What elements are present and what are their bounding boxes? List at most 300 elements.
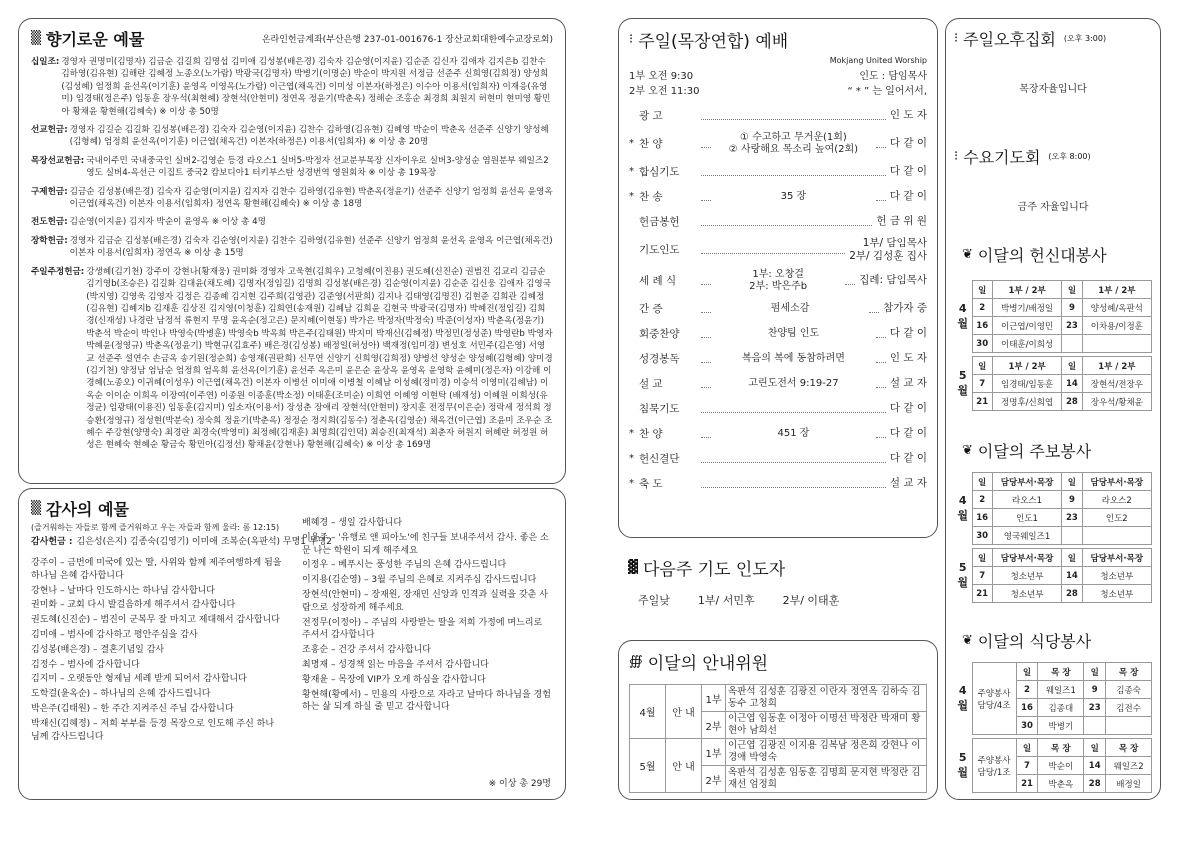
team-cell [972,739,1016,793]
order-item-name: 설 교 [639,378,663,390]
order-item-person: 인 도 자 [889,109,927,121]
heading-grid-icon: ▓ [628,560,637,575]
usher-part: 2부 [702,712,726,739]
table-cell: 박춘옥 [1038,775,1084,793]
offering-names: 김순영(이지윤) 김지자 박순이 윤영옥 ※ 이상 총 4명 [69,217,266,228]
offering-names: 경영자 권명미(김명자) 김금순 김길희 김명섭 김미애 김성봉(배은경) 김숙자 김순영(이지윤) 김순준 김신자 김애자 김지은b 김찬수 김하영(김유현) 김해란 김혜정 노종오(노가람) 박광국(김명자) 박병기(이명순) 박순이 박지원 서정금 선준주 신희영(김희정) 양성희(김성혜) 엄정희 윤선옥(이기훈) 윤영옥 이영옥(노가람) 이근엽(채옥건) 이미성 이본자(하정은) 이수아 이용서(임희자) 이재응(유영미) 임경태(정은주) 임동훈 장우석(최현혜) 장현석(안현미) 정연옥 정윤기(박춘옥) 정해순 조홍순 최경희 최원지 허현미 현미영 황민아 황채윤 황현해(김혜숙) ※ 이상 총 50명 [61,57,551,117]
table-cell: 16 [1016,699,1038,717]
table-row [954,509,1152,527]
order-item-name: 침묵기도 [639,403,680,415]
table-cell: 이태훈/이희성 [992,335,1061,353]
table-header-cell: 일 [1062,473,1082,491]
team-name: 주양봉사 [977,755,1011,766]
table-cell: 라오스2 [1082,491,1151,509]
table-header-cell: 일 [1062,549,1082,567]
standing-marker: * [629,453,634,464]
worship-leader: 인도 : 담임목사 [859,71,927,82]
thanks-entry: 권도혜(신진순) – 범진이 군복무 잘 마치고 제대해서 감사합니다 [31,615,280,626]
table-header-cell: 1부 / 2부 [992,281,1061,299]
table-cell: 9 [1062,299,1082,317]
table-cell: 김종대 [1038,699,1084,717]
order-item-content: 451 장 [777,427,810,439]
usher-part: 2부 [702,766,726,793]
thanks-entry: 장현석(안현미) – 장재원, 장재민 신앙과 인격과 실력을 갖춘 사람으로 성장하게 해주세요 [302,589,548,613]
worship-order-row [629,396,927,421]
table-cell: 9 [1062,491,1082,509]
dotted-leader [701,218,872,226]
table-row [954,317,1152,335]
offering-list [31,56,553,452]
month-cell: 4 월 [957,494,969,522]
table-row [954,567,1152,585]
order-item-person: 다 같 이 [889,427,927,439]
second-service-time: 2부 오전 11:30 [629,86,700,97]
prayer-leader-section [618,545,938,623]
offering-label: 전도헌금: [31,217,68,228]
prayer-label: 주일낮 [638,594,670,607]
table-row [954,375,1152,393]
table-cell: 김전수 [1106,699,1152,717]
table-cell: 30 [972,527,992,545]
thanks-entry: 최명재 – 성경책 읽는 마음을 주셔서 감사합니다 [302,659,489,670]
table-cell: 청소년부 [992,567,1061,585]
table-cell: 박순이 [1038,757,1084,775]
heading-dot-icon: ⁝ [954,31,958,46]
offering-label: 선교헌금: [31,125,68,136]
usher-table [629,684,927,793]
thanks-label: 감사헌금 : [31,537,73,547]
wednesday-time: (오후 8:00) [1048,152,1091,161]
order-item-name: 찬 양 [639,138,663,150]
thanks-right-column [292,517,553,745]
table-cell: 16 [972,509,992,527]
table-header-cell: 담당부서·목장 [1082,549,1151,567]
table-header-cell: 1부 / 2부 [1082,281,1151,299]
table-row [954,491,1152,509]
order-item-person: 설 교 자 [889,377,927,389]
thanks-subtitle: (즐거워하는 자들로 함께 즐거워하고 우는 자들과 함께 울라: 롬 12:15) [31,523,280,532]
order-item-name: 성경봉독 [639,353,680,365]
table-cell: 23 [1062,509,1082,527]
table-header-row [954,549,1152,567]
worship-english: Mokjang United Worship [829,56,927,65]
standing-note: “ * ” 는 일어서서, [847,86,927,97]
table-row [954,393,1152,411]
offering-item [31,235,553,260]
offering-item [31,56,553,118]
team-sub: 담당/4조 [977,700,1011,711]
wednesday-heading: ⁝ 수요기도회 (오후 8:00) [954,148,1091,167]
month-cell: 4 월 [957,302,969,330]
offering-label: 장학헌금: [31,235,68,246]
table-cell: 청소년부 [1082,585,1151,603]
order-item-name: 찬 송 [639,191,663,203]
dotted-leader [876,430,886,438]
dotted-leader [876,380,886,388]
table-cell: 2 [972,299,992,317]
offering-names: 국내이주민 국내중국인 실버2-김영순 등경 라오스1 실버5-박정자 선교분부목장 신자이우로 실버3-양성순 염원분부 웨일즈2 영도 실버4-옥선근 이집트 중국2 캄보디아1 터키부스탄 성경번역 영원회차 ※ 이상 총 19목장 [86,155,549,179]
table-header-cell: 목 장 [1038,739,1084,757]
order-item-name: 회중찬양 [639,328,680,340]
table-row [954,299,1152,317]
thanks-total: ※ 이상 총 29명 [488,779,551,789]
offering-names: 경영자 김금순 김성봉(배은경) 김숙자 김순영(이지윤) 김찬수 김하영(김유현) 선준주 신양기 엄정희 윤선옥 윤영옥 이근엽(채옥건) 이본자 이용서(임희자) 정연옥 ※ 이상 총 15명 [69,235,553,259]
table-cell: 28 [1062,585,1082,603]
worship-order-row [629,321,927,346]
bulletin-heading: ❦ 이달의 주보봉사 [962,442,1092,461]
table-cell: 28 [1084,775,1106,793]
table-cell: 정명후/신희엽 [992,393,1061,411]
order-item-person: 설 교 자 [889,477,927,489]
order-item-name: 찬 양 [639,428,663,440]
usher-names: 옥판석 김성훈 임동훈 김명희 문지현 박정란 김재선 엄정희 [726,766,927,793]
order-item-person: 헌 금 위 원 [876,215,927,227]
table-cell [1062,527,1082,545]
worship-order-row [629,103,927,128]
standing-marker: * [629,138,634,149]
team-name: 주양봉사 [977,688,1011,699]
offering-heading: ▒ 향기로운 예물 [31,30,145,49]
order-item-content: 펌세소감 [770,302,810,314]
table-header-cell: 목 장 [1106,739,1152,757]
table-header-cell: 담당부서·목장 [992,549,1061,567]
offering-item [31,155,553,180]
dotted-leader [701,430,711,438]
worship-order-row [629,421,927,446]
prayer-leader-2: 2부/ 이태훈 [782,594,840,607]
order-item-content: 고린도전서 9:19-27 [748,377,839,389]
thanks-entry: 황재윤 – 목장에 VIP가 오게 하심을 감사합니다 [302,674,486,685]
table-cell: 이근엽/이영민 [992,317,1061,335]
table-cell: 16 [972,317,992,335]
thanks-entry: 이정우 – 베푸시는 풍성한 주님의 은혜 감사드립니다 [302,560,507,571]
table-cell: 웨일즈2 [1106,757,1152,775]
bank-account: 온라인헌금계좌(부산은행 237-01-001676-1 장산교회대한예수교장로회) [261,35,553,45]
offering-item [31,186,553,211]
table-header-cell: 목 장 [1106,663,1152,681]
heading-dot-icon: ⁝ [954,149,958,164]
order-item-name: 간 증 [639,303,663,315]
table-cell: 7 [972,567,992,585]
thanks-heading: ▒ 감사의 예물 [31,500,129,519]
dotted-leader [701,380,711,388]
table-header-cell: 일 [972,281,992,299]
table-cell [1062,335,1082,353]
dotted-leader [701,112,886,120]
kitchen-table [954,662,1152,793]
thanks-entry: 조홍순 – 건강 주셔서 감사합니다 [302,645,431,656]
table-cell: 배정일 [1106,775,1152,793]
usher-part: 1부 [702,739,726,766]
dotted-leader [701,330,711,338]
table-header-cell: 일 [1016,663,1038,681]
thanks-entry: 김지미 – 오랫동안 형제님 세례 받게 되어서 감사합니다 [31,674,247,685]
thanks-left-column [31,557,292,745]
dotted-leader [701,168,886,176]
usher-names: 옥판석 김성훈 김광진 이란자 정연옥 김하숙 김동수 고청희 [726,685,927,712]
afternoon-heading: ⁝ 주일오후집회 (오후 3:00) [954,30,1107,49]
table-header-cell: 1부 / 2부 [1082,357,1151,375]
worship-order-list [629,103,927,496]
order-item-name: 헌금봉헌 [639,216,680,228]
table-cell: 30 [972,335,992,353]
table-cell: 박병기 [1038,717,1084,735]
usher-row [630,685,927,712]
order-item-content: 찬양팀 인도 [767,327,820,339]
offering-item [31,124,553,149]
table-cell: 라오스1 [992,491,1061,509]
prayer-leader-1: 1부/ 서민후 [697,594,755,607]
worship-order-row [629,209,927,234]
devotion-table [954,280,1152,411]
worship-order-section [618,18,938,538]
offering-label: 구제헌금: [31,186,68,197]
usher-names: 이근엽 김광진 이지용 김복남 정은희 강현나 이경애 박영숙 [726,739,927,766]
table-header-cell: 일 [972,473,992,491]
wednesday-text: 금주 자율입니다 [1017,202,1089,213]
table-row [954,585,1152,603]
table-cell: 인도2 [1082,509,1151,527]
table-cell: 웨일즈1 [1038,681,1084,699]
thanks-entry: 황현해(황예서) – 민용의 사랑으로 자라고 날마다 하나님을 경험하는 삶 되게 하실 줄 믿고 감사합니다 [302,689,551,713]
offering-item [31,216,553,228]
table-header-row [954,357,1152,375]
month-cell: 4 월 [957,684,969,712]
dotted-leader [701,305,711,313]
table-cell: 14 [1084,757,1106,775]
usher-role: 안 내 [666,739,702,793]
dotted-leader [701,277,711,285]
dotted-leader [701,355,711,363]
table-cell: 21 [972,393,992,411]
table-cell: 박병기/배정일 [992,299,1061,317]
offering-names: 김금순 김성봉(배은경) 김숙자 김순영(이지윤) 김지자 김찬수 김하영(김유현) 박춘옥(정윤기) 선준주 신양기 엄정희 윤선옥 윤영옥 이근엽(채옥건) 이본자 이용서(임희자) 정연옥 황현해(김혜숙) ※ 이상 총 18명 [69,186,553,210]
worship-heading: ⁝ 주일(목장연합) 예배 [629,32,789,52]
dotted-leader [876,330,886,338]
worship-order-row [629,446,927,471]
usher-month: 5월 [630,739,666,793]
order-item-person: 참가자 중 [883,302,927,314]
thanks-entry: 김정수 – 범사에 감사합니다 [31,659,140,670]
devotion-heading: ❦ 이달의 헌신대봉사 [962,246,1107,265]
worship-order-row [629,184,927,209]
leaf-icon: ❦ [962,633,972,648]
right-column [945,18,1161,800]
table-cell: 2 [972,491,992,509]
thanks-intro-names: 김은성(은지) 김종숙(김영기) 이미애 조복순(옥판석) 무명1 무명2 [76,537,332,547]
worship-order-row [629,471,927,496]
table-header-cell: 일 [1016,739,1038,757]
table-cell: 30 [1016,717,1038,735]
usher-heading: ∰ 이달의 안내위원 [629,654,769,674]
prayer-leaders [628,592,928,608]
thanks-entry: 이윤주 – '유행로 앤 피아노'에 친구들 보내주셔서 감사. 좋은 소문 나는 학원이 되게 해주세요 [302,532,549,556]
thanks-entry: 강현나 – 날마다 인도하시는 하나님 감사합니다 [31,585,215,596]
leaf-icon: ❦ [962,247,972,262]
table-cell [1106,717,1152,735]
heading-bar-icon: ▒ [31,31,40,46]
heading-bar-icon: ▒ [31,501,40,516]
team-sub: 담당/1조 [977,767,1011,778]
table-cell: 23 [1084,699,1106,717]
afternoon-time: (오후 3:00) [1063,34,1107,43]
thanks-entry: 배혜경 – 생일 감사합니다 [302,518,403,528]
worship-order-row [629,346,927,371]
table-header-cell: 1부 / 2부 [992,357,1061,375]
order-item-content: 1부: 오창걸 2부: 박은주b [749,268,808,292]
thanks-entry: 박은주(김태원) – 한 주간 지켜주신 주님 감사합니다 [31,703,234,714]
order-item-name: 세 례 식 [639,275,677,287]
standing-marker: * [629,166,634,177]
order-item-person: 다 같 이 [889,190,927,202]
month-cell: 5 월 [957,369,969,397]
table-header-cell: 일 [972,357,992,375]
thanks-entry: 강주이 – 금번에 미국에 있는 딸, 사위와 함께 제주여행하게 됨을 하나님 은혜 감사합니다 [31,558,282,581]
table-header-cell: 담당부서·목장 [1082,473,1151,491]
offering-names: 경영자 김길순 김길화 김성봉(배은경) 김숙자 김순영(이지윤) 김찬수 김하영(김유현) 김혜영 박순이 박춘옥 선준주 신양기 양성혜(김형혜) 엄정희 윤선옥(이기훈) 이근엽(채옥건) 이본자(하정은) 이용서(임희자) ※ 이상 총 20명 [69,125,549,148]
offering-names: 강생혜(김기천) 강주이 강현나(황재웅) 권미화 경영자 고욱현(김희우) 고청혜(이진용) 권도혜(신진순) 권범진 김교리 김금순 김기영b(조승은) 김길화 김대윤(채도혜) 김명자(정임길) 김명희 김성봉(배은경) 김순영(이지윤) 김순준 김신웅 김애자 김영국(박지영) 김영욱 김영자 김정은 김종혜 김지현 김주희(김영관) 김준영(서판희) 김지나 김태영(김명진) 김현준 김희관 김혜정(김유현) 김혜지b 김재훈 김상진 김지영(이청훈) 김희연(송재원) 김혜남 김희윤 김현국 박광국(김명자) 박혜진(정임길) 김희경(신재성) 나경란 남정석 류현지 무명 윤옥순(정고은) 문지혜(이현동) 박가은 박정자(박정숙) 박준(이성자) 박춘옥(정윤기) 박춘석 박순이 박인나 박영숙(박병훈) 박영숙b 박옥희 박은주(김태원) 박지미 박재신(김혜정) 박정민(정성준) 박영란b 박영자 박혜윤(정영규) 박춘옥(정윤기) 박현규(김효주) 배은경(김성봉) 배정일(허성아) 백재정(임미경) 변성호 서민주(김은영) 서영교 선준주 설연수 손금옥 송기원(정순희) 송영재(권판희) 신무연 신양기 신희영(김희정) 양병선 양성순 양성혜(김형혜) 양미경(김기천) 양정남 엄남순 엄정희 엄옥희 윤선옥(이기훈) 윤선주 옥은미 윤은순 윤상옥 윤영옥 윤영학 윤혜미(정은자) 이강해 이경혜(노종오) 이귀혜(이성우) 이근엽(채옥건) 이본자 이병선 이미애 이병철 이혜남 이성혜(정미경) 이승석 이영미(김혜남) 이옥순 이이순 이희옥 이장여(이주연) 이종원 이종훈(박소정) 이태훈(조미순) 이희연 이혜영 이현탁 (배재성) 이혜원 이희성(유정균) 임광태(이용진) 임동훈(김지미) 임소자(이용서) 장성춘 장애리 장현석(안현미) 장지훈 전정무(이은순) 정락세 정석희 정승환(정영규) 정성현(박분숙) 정숙희 정윤기(박춘옥) 정정순 정지희(김동수) 정춘옥(김영순) 채옥건(이근엽) 조윤미 조우순 조혜수 주강현(양명숙) 최경란 최경숙(박영미) 최정혜(김재훈) 최명희(김인덕) 최승진(최재석) 최춘자 허원지 허혜란 허정원 허성은 현혜숙 현혜순 황금숙 황민아(김정선) 황채윤(강현나) 황현해(김혜숙) ※ 이상 총 169명 [86,266,553,451]
table-cell [1082,335,1151,353]
order-item-person: 다 같 이 [889,402,927,414]
table-cell: 21 [1016,775,1038,793]
order-item-person: 1부/ 담임목사 2부/ 김성훈 집사 [849,236,927,262]
table-cell: 9 [1084,681,1106,699]
order-item-content: 복음의 복에 동참하려면 [741,352,845,364]
thanks-entry: 도학걸(윤옥순) – 하나님의 은혜 감사드립니다 [31,689,211,700]
worship-order-row [629,265,927,296]
table-header-cell: 담당부서·목장 [992,473,1061,491]
usher-part: 1부 [702,685,726,712]
dotted-leader [701,246,845,254]
table-cell: 김종숙 [1106,681,1152,699]
order-item-content: ① 수고하고 무거운(1회) ② 사랑해요 목소리 높여(2회) [728,131,859,155]
table-header-cell: 일 [1062,281,1082,299]
worship-order-row [629,296,927,321]
worship-order-row [629,371,927,396]
dotted-leader [876,140,886,148]
table-cell: 영국웨일즈1 [992,527,1061,545]
table-cell: 7 [1016,757,1038,775]
standing-marker: * [629,428,634,439]
order-item-person: 집례: 담임목사 [859,274,927,286]
table-header-cell: 일 [972,549,992,567]
heading-dot-icon: ⁝ [629,32,633,47]
table-cell: 21 [972,585,992,603]
month-cell: 5 월 [957,561,969,589]
kitchen-heading: ❦ 이달의 식당봉사 [962,632,1092,651]
table-cell: 인도1 [992,509,1061,527]
table-cell: 14 [1062,567,1082,585]
worship-order-row [629,128,927,159]
dotted-leader [701,405,886,413]
dotted-leader [845,277,855,285]
prayer-heading: ▓ 다음주 기도 인도자 [628,560,786,580]
dotted-leader [701,193,711,201]
table-cell: 이차용/이정훈 [1082,317,1151,335]
order-item-person: 다 같 이 [889,327,927,339]
thanks-entry: 전정무(이정아) – 주님의 사랑받는 딸을 저희 가정에 며느리로 주셔서 감사합니다 [302,617,543,641]
worship-times [629,69,927,99]
dotted-leader [701,455,886,463]
table-cell: 양성혜/옥판석 [1082,299,1151,317]
offering-section [18,18,566,484]
table-cell: 장우석/황채윤 [1082,393,1151,411]
dotted-leader [701,140,711,148]
order-item-name: 합심기도 [639,166,680,178]
offering-label: 목장선교헌금: [31,155,85,166]
table-header-row [954,663,1152,681]
thanks-entry: 이지용(김순영) – 3월 주님의 은혜로 지켜주심 감사드립니다 [302,575,537,586]
order-item-content: 35 장 [780,190,807,202]
table-cell: 28 [1062,393,1082,411]
table-cell: 청소년부 [992,585,1061,603]
leaf-icon: ❦ [962,443,972,458]
dotted-leader [869,305,879,313]
offering-item [31,266,553,452]
usher-month: 4월 [630,685,666,739]
table-cell [1084,717,1106,735]
worship-order-row [629,159,927,184]
table-header-cell: 일 [1084,663,1106,681]
thanks-section [18,488,566,800]
order-item-person: 다 같 이 [889,165,927,177]
dotted-leader [876,193,886,201]
order-item-name: 축 도 [639,478,663,490]
standing-marker: * [629,478,634,489]
usher-section [618,640,938,800]
table-header-row [954,739,1152,757]
table-cell: 청소년부 [1082,567,1151,585]
month-cell: 5 월 [957,751,969,779]
standing-marker: * [629,191,634,202]
dotted-leader [701,480,886,488]
table-cell: 장현석/전장우 [1082,375,1151,393]
usher-role: 안 내 [666,685,702,739]
first-service-time: 1부 오전 9:30 [629,71,694,82]
table-cell [1082,527,1151,545]
table-row [954,335,1152,353]
usher-names: 이근엽 임동훈 이정아 이명선 박정란 박재미 황현아 남희선 [726,712,927,739]
order-item-name: 헌신결단 [639,453,680,465]
thanks-entry: 권미화 – 교회 다시 발걸음하게 해주셔서 감사합니다 [31,600,236,611]
table-cell: 임경태/임동훈 [992,375,1061,393]
heading-bars-icon: ∰ [629,654,642,669]
thanks-entry: 김미애 – 범사에 감사하고 평안주심을 감사 [31,629,198,640]
thanks-entry: 박재신(김혜정) – 저희 부부를 등경 목장으로 인도해 주신 하나님께 감사드립니다 [31,718,275,742]
usher-row [630,739,927,766]
table-header-cell: 일 [1084,739,1106,757]
table-cell: 2 [1016,681,1038,699]
team-cell [972,663,1016,735]
table-cell: 14 [1062,375,1082,393]
table-header-cell: 일 [1062,357,1082,375]
bulletin-table [954,472,1152,603]
order-item-person: 다 같 이 [889,452,927,464]
table-cell: 23 [1062,317,1082,335]
table-row [954,527,1152,545]
order-item-person: 다 같 이 [889,137,927,149]
table-header-row [954,281,1152,299]
offering-label: 주일주정헌금: [31,266,85,277]
worship-order-row [629,234,927,265]
offering-label: 십일조: [31,57,60,67]
table-header-row [954,473,1152,491]
afternoon-text: 목장자율입니다 [1019,84,1087,95]
dotted-leader [876,355,886,363]
order-item-person: 인 도 자 [889,352,927,364]
order-item-name: 광 고 [639,110,663,122]
order-item-name: 기도인도 [639,244,680,256]
